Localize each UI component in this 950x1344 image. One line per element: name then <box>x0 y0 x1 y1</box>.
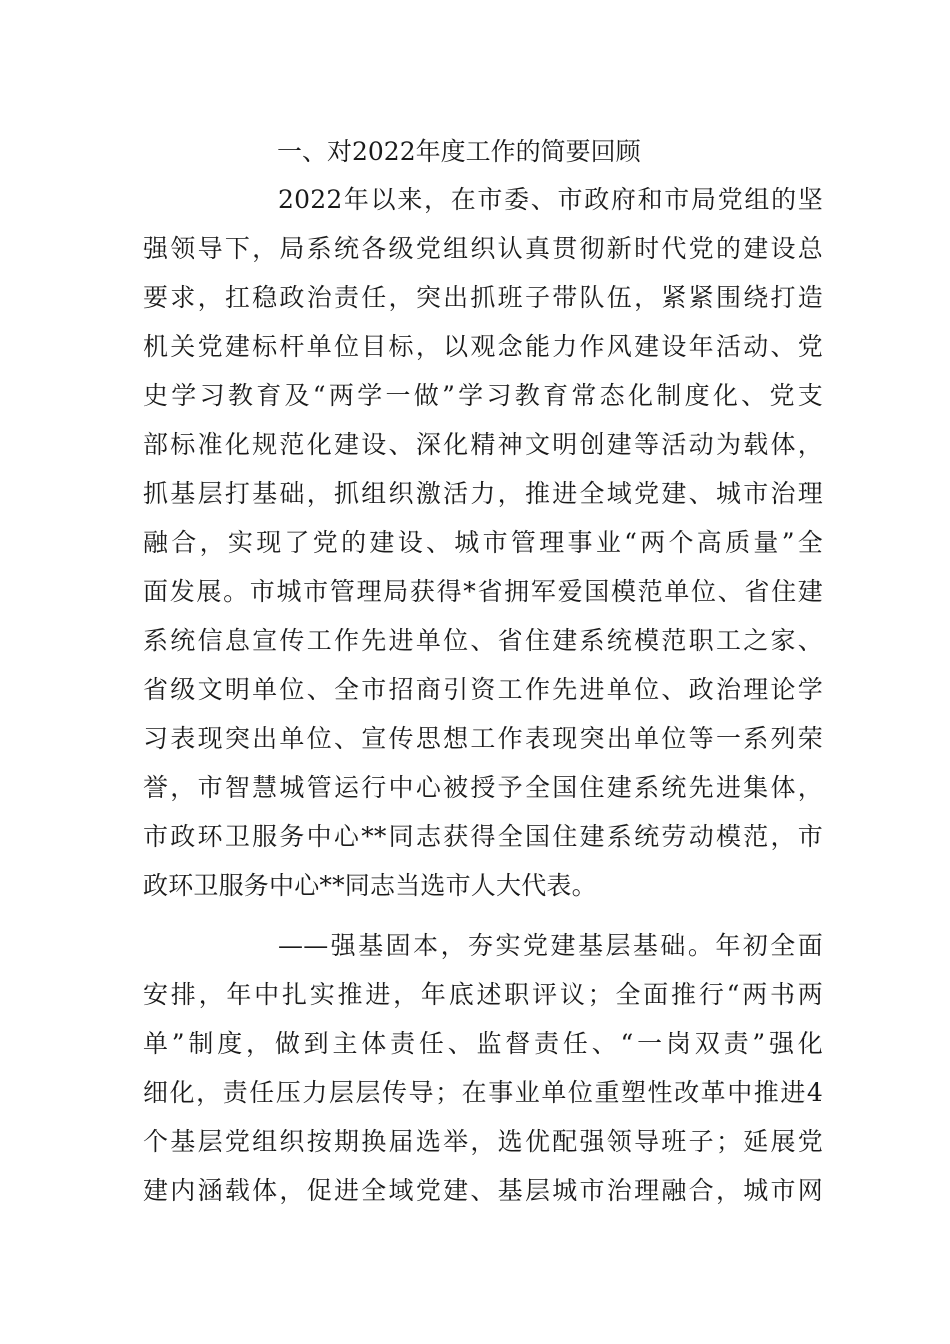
text-line: 政环卫服务中心**同志当选市人大代表。 <box>143 871 597 900</box>
text-line: 史学习教育及“两学一做”学习教育常态化制度化、党支 <box>143 381 823 410</box>
section-heading: 一、对2022年度工作的简要回顾 <box>277 137 641 166</box>
text-line: 机关党建标杆单位目标，以观念能力作风建设年活动、党 <box>143 332 823 361</box>
text-line: 个基层党组织按期换届选举，选优配强领导班子；延展党 <box>143 1127 823 1156</box>
paragraph-review-summary <box>143 175 823 910</box>
text-line: 抓基层打基础，抓组织激活力，推进全域党建、城市治理 <box>143 479 823 508</box>
text-line: 部标准化规范化建设、深化精神文明创建等活动为载体， <box>143 430 823 459</box>
text-line: 强领导下，局系统各级党组织认真贯彻新时代党的建设总 <box>143 234 823 263</box>
text-line: 融合，实现了党的建设、城市管理事业“两个高质量”全 <box>143 528 823 557</box>
text-line: 细化，责任压力层层传导；在事业单位重塑性改革中推进4 <box>143 1078 823 1107</box>
text-line: 习表现突出单位、宣传思想工作表现突出单位等一系列荣 <box>143 724 823 753</box>
text-line: 单”制度，做到主体责任、监督责任、“一岗双责”强化 <box>143 1029 823 1058</box>
text-line: 安排，年中扎实推进，年底述职评议；全面推行“两书两 <box>143 980 823 1009</box>
text-line: 2022年以来，在市委、市政府和市局党组的坚 <box>278 185 823 214</box>
text-line: 市政环卫服务中心**同志获得全国住建系统劳动模范，市 <box>143 822 823 851</box>
text-line: 面发展。市城市管理局获得*省拥军爱国模范单位、省住建 <box>143 577 823 606</box>
text-line: 系统信息宣传工作先进单位、省住建系统模范职工之家、 <box>143 626 823 655</box>
text-line: 要求，扛稳政治责任，突出抓班子带队伍，紧紧围绕打造 <box>143 283 823 312</box>
paragraph-strengthen-foundation <box>143 921 823 1215</box>
text-line: 建内涵载体，促进全域党建、基层城市治理融合，城市网 <box>143 1176 823 1205</box>
text-line: 省级文明单位、全市招商引资工作先进单位、政治理论学 <box>143 675 823 704</box>
text-line: 誉，市智慧城管运行中心被授予全国住建系统先进集体， <box>143 773 823 802</box>
text-line: ——强基固本，夯实党建基层基础。年初全面 <box>278 931 823 960</box>
